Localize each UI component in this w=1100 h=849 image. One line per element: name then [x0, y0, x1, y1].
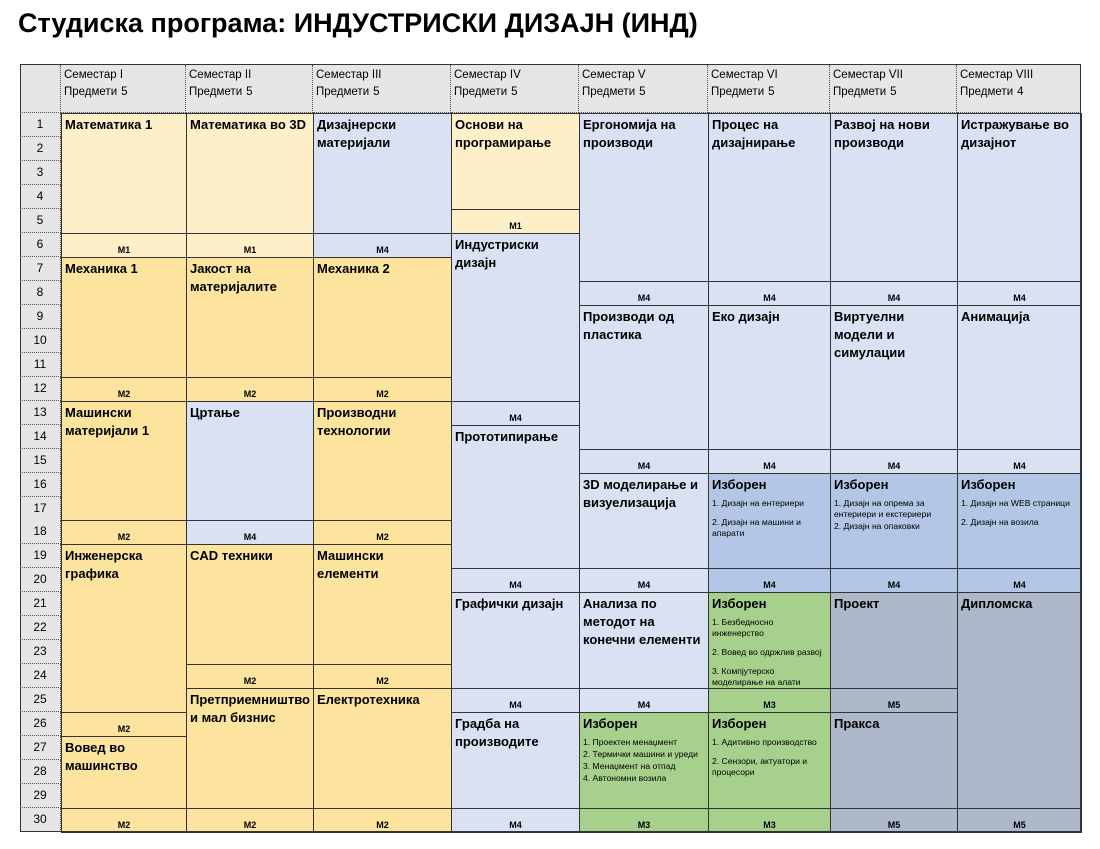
module-code	[61, 233, 187, 258]
module-code-label: М2	[243, 820, 257, 830]
row-number: 13	[20, 401, 61, 425]
course-block	[957, 113, 1082, 282]
course-block	[61, 544, 187, 713]
module-code-label: М4	[637, 700, 651, 710]
course-block	[186, 257, 314, 378]
subject-count-label: Предмети	[64, 86, 118, 98]
module-code	[186, 233, 314, 258]
elective-block	[830, 473, 958, 570]
course-title: Дипломска	[961, 596, 1033, 611]
semester-header	[313, 65, 451, 113]
course-block	[313, 113, 452, 234]
row-number: 7	[20, 257, 61, 281]
subject-count	[186, 81, 312, 98]
module-code-label: М4	[763, 293, 776, 303]
course-block	[61, 113, 187, 234]
elective-block	[708, 592, 831, 689]
module-code	[61, 520, 187, 545]
elective-block	[579, 712, 709, 809]
elective-options	[831, 494, 957, 532]
module-code	[186, 664, 314, 689]
module-code	[830, 808, 958, 833]
course-title: Индустриски дизајн	[455, 237, 539, 270]
course-block	[957, 305, 1082, 450]
module-code	[61, 377, 187, 402]
course-title: Графички дизајн	[455, 596, 564, 611]
row-number: 22	[20, 616, 61, 640]
module-code-label: М2	[117, 389, 131, 399]
module-code-label: М3	[763, 700, 776, 710]
semester-header	[957, 65, 1081, 113]
elective-options	[958, 494, 1081, 528]
course-block	[830, 305, 958, 450]
elective-option: 2. Дизајн на машини и апарати	[712, 517, 801, 538]
course-title: Виртуелни модели и симулации	[834, 309, 906, 360]
module-code-label: М2	[243, 676, 257, 686]
course-title: Производи од пластика	[583, 309, 675, 342]
module-code	[451, 808, 580, 833]
module-code	[579, 281, 709, 306]
module-code-label: М4	[1013, 461, 1026, 471]
subject-count-label: Предмети	[454, 86, 508, 98]
semester-name: Семестар V	[582, 69, 646, 81]
row-number: 9	[20, 305, 61, 329]
module-code	[708, 449, 831, 474]
row-number: 27	[20, 736, 61, 760]
module-code-label: М4	[1013, 580, 1026, 590]
course-title: Ергономија на производи	[583, 117, 676, 150]
module-code	[579, 808, 709, 833]
course-title: Пракса	[834, 716, 880, 731]
module-code-label: М4	[1013, 293, 1026, 303]
course-block	[579, 592, 709, 689]
row-number: 11	[20, 353, 61, 377]
semester-name: Семестар VI	[711, 69, 778, 81]
module-code-label: М4	[637, 580, 651, 590]
course-block	[186, 544, 314, 665]
row-number: 4	[20, 185, 61, 209]
module-code	[708, 808, 831, 833]
module-code	[313, 808, 452, 833]
elective-option: 1. Дизајн на WEB страници	[961, 498, 1070, 508]
module-code-label: М2	[376, 389, 389, 399]
subject-count-label: Предмети	[711, 86, 765, 98]
elective-block	[708, 712, 831, 809]
course-title: Изборен	[712, 477, 767, 492]
semester-header	[830, 65, 957, 113]
module-code-label: М1	[243, 245, 257, 255]
course-block	[708, 305, 831, 450]
course-title: Основи на програмирање	[455, 117, 552, 150]
elective-option: 2. Дизајн на опаковки	[834, 521, 920, 531]
module-code	[451, 568, 580, 593]
course-block	[186, 113, 314, 234]
row-number: 17	[20, 497, 61, 521]
subject-count	[708, 81, 829, 98]
header-corner	[20, 65, 61, 113]
semester-name: Семестар VII	[833, 69, 903, 81]
module-code-label: М2	[376, 676, 389, 686]
course-title: Машински материјали 1	[65, 405, 150, 438]
course-block	[830, 592, 958, 689]
module-code	[186, 377, 314, 402]
course-block	[186, 401, 314, 522]
module-code	[579, 688, 709, 713]
module-code-label: М2	[117, 532, 131, 542]
course-block	[579, 113, 709, 282]
elective-options	[709, 613, 830, 688]
course-title: Механика 2	[317, 261, 390, 276]
module-code-label: М2	[243, 389, 257, 399]
semester-header	[186, 65, 313, 113]
row-number: 25	[20, 688, 61, 712]
row-number: 16	[20, 473, 61, 497]
course-title: Дизајнерски материјали	[317, 117, 397, 150]
course-title: Изборен	[834, 477, 889, 492]
module-code-label: М5	[887, 820, 901, 830]
module-code-label: М5	[1013, 820, 1026, 830]
elective-option: 2. Вовед во одржлив развој	[712, 647, 822, 657]
elective-option: 2. Термички машини и уреди	[583, 749, 698, 759]
semester-name: Семестар I	[64, 69, 124, 81]
elective-block	[957, 473, 1082, 570]
module-code-label: М4	[509, 700, 522, 710]
course-title: Развој на нови производи	[834, 117, 930, 150]
module-code	[708, 281, 831, 306]
module-code	[313, 664, 452, 689]
module-code	[186, 520, 314, 545]
subject-count-value: 5	[768, 86, 775, 98]
row-number: 1	[20, 113, 61, 137]
module-code-label: М1	[509, 221, 522, 231]
elective-option: 1. Проектен менаџмент	[583, 737, 678, 747]
elective-options	[580, 733, 708, 784]
course-block	[579, 473, 709, 570]
course-block	[313, 401, 452, 522]
elective-option: 1. Адитивно производство	[712, 737, 817, 747]
module-code-label: М3	[637, 820, 651, 830]
row-number: 5	[20, 209, 61, 233]
semester-name: Семестар IV	[454, 69, 521, 81]
module-code	[957, 449, 1082, 474]
row-number: 19	[20, 544, 61, 568]
module-code	[186, 808, 314, 833]
course-title: Прототипирање	[455, 429, 559, 444]
module-code-label: М2	[117, 724, 131, 734]
subject-count-label: Предмети	[316, 86, 370, 98]
row-number: 20	[20, 568, 61, 592]
module-code	[957, 568, 1082, 593]
row-number: 26	[20, 712, 61, 736]
subject-count-label: Предмети	[189, 86, 243, 98]
module-code-label: М2	[117, 820, 131, 830]
row-number: 6	[20, 233, 61, 257]
elective-options	[709, 494, 830, 539]
module-code	[830, 688, 958, 713]
subject-count	[579, 81, 707, 98]
module-code	[579, 568, 709, 593]
course-title: Изборен	[712, 716, 767, 731]
row-number: 24	[20, 664, 61, 688]
semester-header	[61, 65, 186, 113]
row-number: 8	[20, 281, 61, 305]
module-code	[451, 688, 580, 713]
module-code	[451, 401, 580, 426]
subject-count-value: 4	[1017, 86, 1024, 98]
module-code-label: М4	[243, 532, 257, 542]
semester-header	[451, 65, 579, 113]
module-code	[830, 449, 958, 474]
elective-block	[708, 473, 831, 570]
course-title: Електротехника	[317, 692, 420, 707]
page-title: Студиска програма: ИНДУСТРИСКИ ДИЗАЈН (ИНД)	[18, 8, 698, 38]
course-title: 3D моделирање и визуелизација	[583, 477, 698, 510]
course-title: Цртање	[190, 405, 240, 420]
module-code-label: М4	[637, 461, 651, 471]
module-code	[708, 688, 831, 713]
course-title: Механика 1	[65, 261, 138, 276]
course-block	[186, 688, 314, 809]
module-code-label: М4	[887, 461, 901, 471]
course-title: Процес на дизајнирање	[712, 117, 796, 150]
course-title: Математика 1	[65, 117, 153, 132]
subject-count-label: Предмети	[833, 86, 887, 98]
subject-count	[451, 81, 578, 98]
module-code-label: М3	[763, 820, 776, 830]
semester-name: Семестар VIII	[960, 69, 1034, 81]
semester-name: Семестар III	[316, 69, 382, 81]
course-block	[61, 736, 187, 809]
row-number: 28	[20, 760, 61, 784]
module-code	[313, 520, 452, 545]
subject-count-value: 5	[121, 86, 128, 98]
course-title: Вовед во машинство	[65, 740, 138, 773]
module-code-label: М4	[509, 580, 522, 590]
module-code-label: М2	[376, 532, 389, 542]
subject-count-value: 5	[373, 86, 380, 98]
row-number: 15	[20, 449, 61, 473]
course-title: Јакост на материјалите	[190, 261, 277, 294]
row-number: 3	[20, 161, 61, 185]
module-code	[708, 568, 831, 593]
course-block	[579, 305, 709, 450]
module-code-label: М4	[887, 580, 901, 590]
elective-option: 4. Автономни возила	[583, 773, 667, 783]
subject-count	[830, 81, 956, 98]
course-block	[830, 712, 958, 809]
elective-options	[709, 733, 830, 778]
module-code-label: М5	[887, 700, 901, 710]
semester-header	[579, 65, 708, 113]
module-code	[451, 209, 580, 234]
course-block	[313, 257, 452, 378]
course-title: Анимација	[961, 309, 1030, 324]
course-title: Инженерска графика	[65, 548, 143, 581]
course-title: Истражување во дизајнот	[961, 117, 1069, 150]
course-block	[61, 401, 187, 522]
row-number: 21	[20, 592, 61, 616]
course-block	[313, 688, 452, 809]
module-code	[313, 233, 452, 258]
subject-count	[957, 81, 1080, 98]
row-number: 23	[20, 640, 61, 664]
elective-option: 1. Безбедносно инженерство	[712, 617, 774, 638]
elective-option: 1. Дизајн на опрема за ентериери и екстериери	[834, 498, 932, 519]
row-number: 2	[20, 137, 61, 161]
course-block	[957, 592, 1082, 809]
module-code	[830, 281, 958, 306]
elective-option: 3. Менаџмент на отпад	[583, 761, 676, 771]
module-code	[61, 712, 187, 737]
row-number: 14	[20, 425, 61, 449]
module-code-label: М2	[376, 820, 389, 830]
course-title: Анализа по методот на конечни елементи	[583, 596, 701, 647]
semester-header	[708, 65, 830, 113]
module-code-label: М4	[509, 413, 522, 423]
course-block	[451, 592, 580, 689]
module-code-label: М1	[117, 245, 131, 255]
module-code-label: М4	[763, 580, 776, 590]
course-block	[830, 113, 958, 282]
row-number: 29	[20, 784, 61, 808]
row-number: 12	[20, 377, 61, 401]
module-code	[830, 568, 958, 593]
module-code	[957, 808, 1082, 833]
course-title: Претприемништво и мал бизнис	[190, 692, 310, 725]
subject-count-value: 5	[639, 86, 646, 98]
course-block	[451, 712, 580, 809]
module-code-label: М4	[887, 293, 901, 303]
subject-count-label: Предмети	[960, 86, 1014, 98]
subject-count-value: 5	[511, 86, 518, 98]
course-title: Градба на производите	[455, 716, 539, 749]
course-block	[451, 233, 580, 402]
course-block	[451, 113, 580, 210]
subject-count	[61, 81, 185, 98]
course-title: CAD техники	[190, 548, 273, 563]
course-block	[708, 113, 831, 282]
course-block	[313, 544, 452, 665]
course-title: Еко дизајн	[712, 309, 780, 324]
course-title: Математика во 3D	[190, 117, 307, 132]
course-block	[451, 425, 580, 570]
module-code-label: М4	[376, 245, 389, 255]
row-number: 30	[20, 808, 61, 832]
course-title: Проект	[834, 596, 880, 611]
module-code	[957, 281, 1082, 306]
module-code-label: М4	[509, 820, 522, 830]
module-code-label: М4	[637, 293, 651, 303]
course-title: Изборен	[712, 596, 767, 611]
module-code	[579, 449, 709, 474]
elective-option: 2. Дизајн на возила	[961, 517, 1039, 527]
module-code	[313, 377, 452, 402]
course-title: Изборен	[583, 716, 638, 731]
elective-option: 3. Компјутерско моделирање на алати	[712, 666, 801, 687]
elective-option: 1. Дизајн на ентериери	[712, 498, 804, 508]
elective-option: 2. Сензори, актуатори и процесори	[712, 756, 808, 777]
row-number: 18	[20, 520, 61, 544]
course-title: Производни технологии	[317, 405, 397, 438]
course-block	[61, 257, 187, 378]
module-code	[61, 808, 187, 833]
course-title: Машински елементи	[317, 548, 384, 581]
module-code-label: М4	[763, 461, 776, 471]
subject-count-label: Предмети	[582, 86, 636, 98]
course-title: Изборен	[961, 477, 1016, 492]
semester-name: Семестар II	[189, 69, 252, 81]
subject-count	[313, 81, 450, 98]
subject-count-value: 5	[890, 86, 897, 98]
subject-count-value: 5	[246, 86, 253, 98]
row-number: 10	[20, 329, 61, 353]
